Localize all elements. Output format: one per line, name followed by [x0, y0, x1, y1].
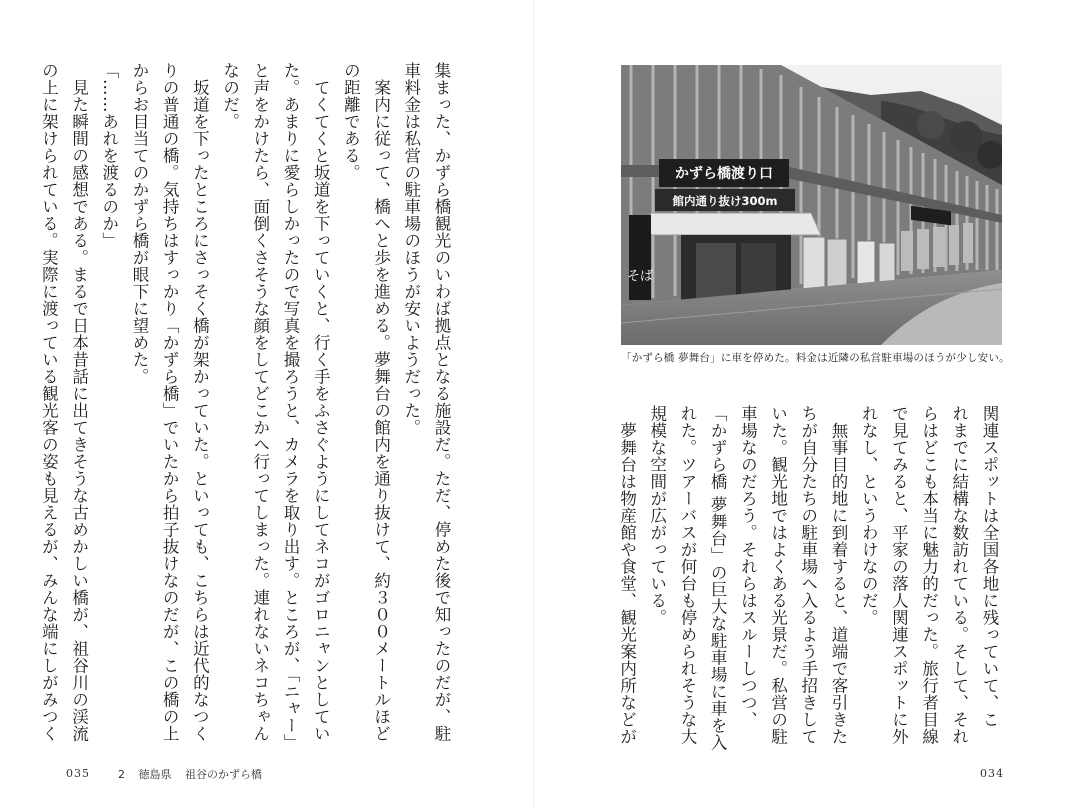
text-line: てくてくと坂道を下っていくと、行く手をふさぐようにしてネコがゴロニャンとしてい	[311, 62, 331, 742]
text-line: の距離である。	[341, 62, 361, 181]
text-line: からお目当てのかずら橋が眼下に望めた。	[129, 62, 149, 385]
text-line: いた。観光地ではよくある光景だ。私営の駐	[768, 405, 788, 745]
page-number-right: 034	[980, 767, 1004, 780]
chapter-place: 祖谷のかずら橋	[185, 768, 262, 781]
text-line: 夢舞台は物産館や食堂、観光案内所などが	[617, 405, 637, 745]
text-line: 案内に従って、橋へと歩を進める。夢舞台の館内を通り抜けて、約３００メートルほど	[371, 62, 391, 742]
sign-main-text: かずら橋渡り口	[675, 166, 773, 182]
text-line: た。あまりに愛らしかったので写真を撮ろうと、カメラを取り出す。ところが、「ニャー」	[280, 62, 300, 751]
text-line: らはどこも本当に魅力的だった。旅行者目線	[919, 405, 939, 745]
chapter-prefecture: 徳島県	[138, 768, 172, 781]
page-number-left: 035	[66, 767, 90, 780]
text-line: 無事目的地に到着すると、道端で客引きた	[828, 405, 848, 745]
sign-sub-text: 館内通り抜け300m	[672, 194, 778, 208]
photo-caption: 「かずら橋 夢舞台」に車を停めた。料金は近隣の私営駐車場のほうが少し安い。	[621, 352, 1010, 364]
text-line: 関連スポットは全国各地に残っていて、こ	[980, 405, 999, 728]
text-line: と声をかけたら、面倒くさそうな顔をしてどこかへ行ってしまった。連れないネコちゃん	[250, 62, 270, 742]
text-line: で見てみると、平家の落人関連スポットに外	[889, 405, 909, 745]
photo-kazurabashi-yumebutai	[621, 65, 1002, 345]
text-line: 坂道を下ったところにさっそく橋が架かっていた。といっても、こちらは近代的なつく	[190, 62, 210, 742]
right-page-body-text	[608, 405, 1004, 751]
text-line: の上に架けられている。実際に渡っている観光客の姿も見えるが、みんな端にしがみつく	[39, 62, 59, 742]
text-line: 集まった、かずら橋観光のいわば拠点となる施設だ。ただ、停めた後で知ったのだが、駐	[432, 62, 451, 742]
page-gutter	[533, 0, 534, 810]
running-head	[118, 766, 272, 782]
text-line: 車場なのだろう。それらはスルーしつつ、	[738, 405, 758, 728]
text-line: 規模な空間が広がっている。	[647, 405, 667, 626]
shop-sign-text: そば	[626, 269, 654, 284]
text-line: りの普通の橋。気持ちはすっかり「かずら橋」でいたから拍子抜けなのだが、この橋の上	[160, 62, 180, 742]
chapter-number: 2	[118, 768, 125, 781]
text-line: なのだ。	[220, 62, 240, 130]
text-line: れた。ツアーバスが何台も停められそうな大	[677, 405, 697, 745]
text-line: ちが自分たちの駐車場へ入るよう手招きして	[798, 405, 818, 745]
text-line: れなし、というわけなのだ。	[859, 405, 879, 626]
text-line: 「かずら橋 夢舞台」の巨大な駐車場に車を入	[708, 405, 728, 751]
left-page-body-text	[39, 62, 456, 751]
text-line: 車料金は私営の駐車場のほうが安いようだった。	[401, 62, 421, 436]
text-line: 「……あれを渡るのか」	[99, 62, 119, 249]
text-line: 見た瞬間の感想である。まるで日本昔話に出てきそうな古めかしい橋が、祖谷川の渓流	[69, 62, 89, 742]
text-line: れまでに結構な数訪れている。そして、それ	[949, 405, 969, 745]
